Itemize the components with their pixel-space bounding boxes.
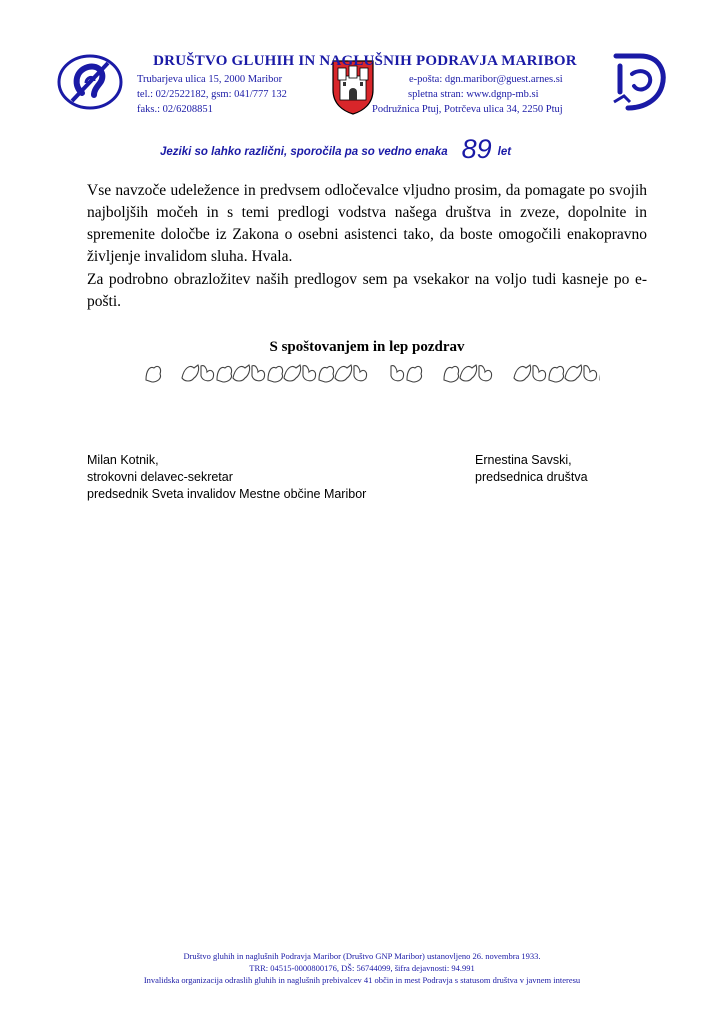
signature-right — [475, 452, 588, 486]
signatory-role-2: predsednik Sveta invalidov Mestne občine Maribor — [87, 487, 367, 501]
signatory-name: Ernestina Savski, — [475, 453, 572, 467]
dg-sign-logo-icon — [610, 52, 670, 114]
footer-line-2: TRR: 04515-0000800176, DŠ: 56744099, šifra dejavnosti: 94.991 — [249, 963, 475, 973]
body-paragraph-2: Za podrobno obrazložitev naših predlogov sem pa vsekakor na voljo tudi kasneje po e-pošti. — [87, 271, 647, 310]
email-line: e-pošta: dgn.maribor@guest.arnes.si — [409, 74, 563, 85]
motto-suffix: let — [497, 146, 512, 158]
signature-left — [87, 452, 366, 503]
hand-sign-icon — [201, 366, 214, 381]
hand-sign-icon — [391, 366, 404, 381]
hand-sign-icon — [460, 365, 477, 381]
footer — [60, 950, 664, 986]
hand-sign-icon — [444, 366, 459, 382]
signatory-role: predsednica društva — [475, 470, 588, 484]
website-line: spletna stran: www.dgnp-mb.si — [408, 89, 539, 100]
phone-line: tel.: 02/2522182, gsm: 041/777 132 — [137, 89, 287, 100]
hand-sign-icon — [284, 365, 301, 381]
hand-sign-icon — [252, 366, 265, 381]
hand-sign-icon — [303, 366, 316, 381]
body-paragraph-1: Vse navzoče udeležence in predvsem odločevalce vljudno prosim, da pomagate po svojih najboljših močeh in s temi predlogi vodstva našega društva in zveze, dopolnite in spremenite določbe iz Zakona o osebni asistenci tako, da boste omogočili enakopravno življenje invalidom sluha. Hvala. — [87, 182, 647, 265]
hand-sign-icon — [217, 366, 232, 382]
signatory-role: strokovni delavec-sekretar — [87, 470, 233, 484]
hand-sign-icon — [514, 365, 531, 381]
branch-line: Podružnica Ptuj, Potrčeva ulica 34, 2250 Ptuj — [372, 104, 563, 115]
motto-number: 89 — [461, 134, 492, 164]
header-contact-right — [372, 72, 563, 117]
footer-line-1: Društvo gluhih in naglušnih Podravja Maribor (Društvo GNP Maribor) ustanovljeno 26. novembra 1933. — [183, 951, 541, 961]
signatory-name: Milan Kotnik, — [87, 453, 159, 467]
hand-sign-icon — [407, 366, 422, 382]
hand-sign-icon — [549, 366, 564, 382]
motto — [160, 131, 600, 162]
hand-sign-icon — [268, 366, 283, 382]
fax-line: faks.: 02/6208851 — [137, 104, 213, 115]
header-contact-left — [137, 72, 287, 117]
motto-text: Jeziki so lahko različni, sporočila pa so vedno enaka — [160, 146, 448, 158]
hand-sign-icon — [335, 365, 352, 381]
hand-sign-icon — [233, 365, 250, 381]
hand-sign-icon — [319, 366, 334, 382]
hand-sign-icon — [182, 365, 199, 381]
address-line: Trubarjeva ulica 15, 2000 Maribor — [137, 74, 283, 85]
hand-sign-icon — [533, 366, 546, 381]
hand-sign-icon — [584, 366, 597, 381]
organization-title: DRUŠTVO GLUHIH IN NAGLUŠNIH PODRAVJA MARIBOR — [153, 53, 577, 69]
hearing-logo-icon — [56, 53, 124, 111]
closing-greeting: S spoštovanjem in lep pozdrav — [269, 339, 465, 355]
hand-sign-icon — [479, 366, 492, 381]
hand-sign-icon — [354, 366, 367, 381]
hand-sign-icon — [146, 366, 161, 382]
sign-language-greeting-icon — [140, 358, 600, 386]
footer-line-3: Invalidska organizacija odraslih gluhih in naglušnih prebivalcev 41 občin in mest Podravja s statusom društva v javnem interesu — [143, 975, 581, 985]
hand-sign-icon — [565, 365, 582, 381]
